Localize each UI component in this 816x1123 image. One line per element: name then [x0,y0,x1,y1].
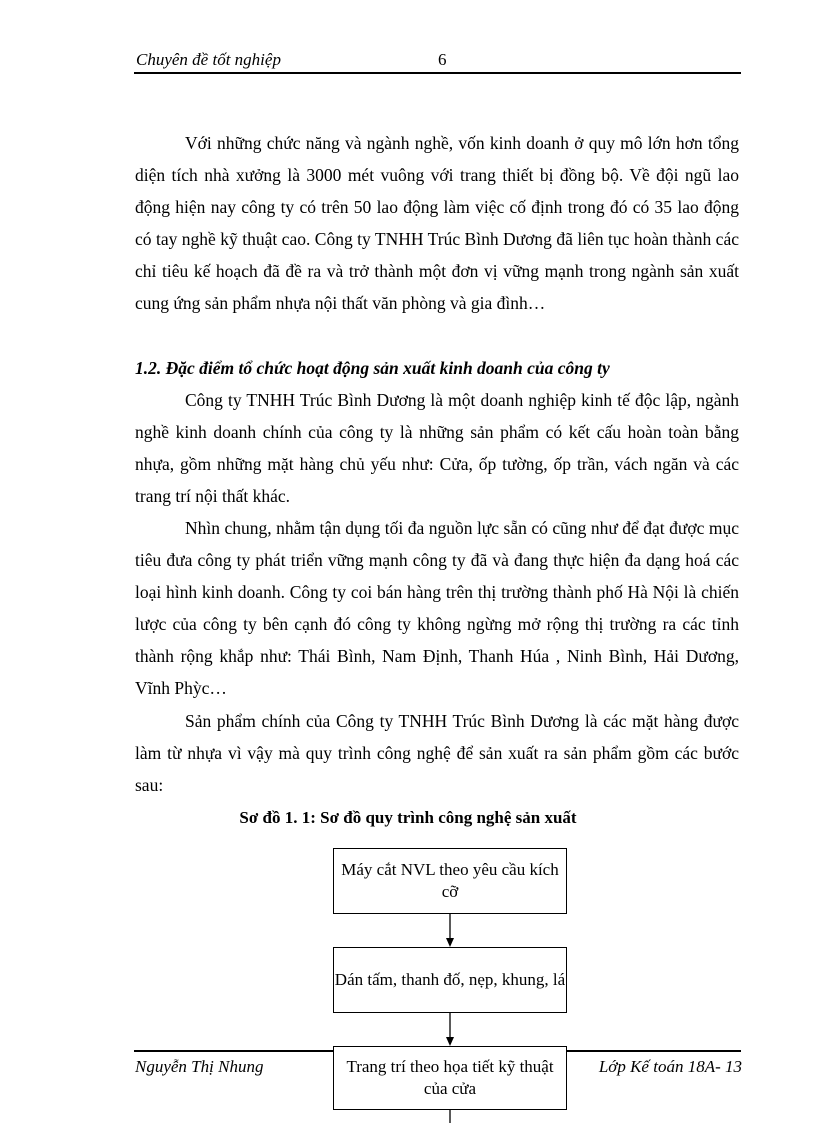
footer-class: Lớp Kế toán 18A- 13 [598,1057,742,1076]
diagram-caption: Sơ đồ 1. 1: Sơ đồ quy trình công nghệ sản xuất [239,808,577,827]
process-step-1: Máy cắt NVL theo yêu cầu kích cỡ [333,848,567,914]
paragraph-overview: Với những chức năng và ngành nghề, vốn kinh doanh ở quy mô lớn hơn tổng diện tích nhà xưởng là 3000 mét vuông với trang thiết bị đồng bộ. Về đội ngũ lao động hiện nay công ty có trên 50 lao động làm việc cố định trong đó có 35 lao động có tay nghề kỹ thuật cao. Công ty TNHH Trúc Bình Dương đã liên tục hoàn thành các chỉ tiêu kế hoạch đã đề ra và trở thành một đơn vị vững mạnh trong ngành sản xuất cung ứng sản phẩm nhựa nội thất văn phòng và gia đình… [135,133,739,313]
document-title: Chuyên đề tốt nghiệp [136,50,281,69]
paragraph-markets: Nhìn chung, nhằm tận dụng tối đa nguồn lực sẵn có cũng như để đạt được mục tiêu đưa công ty phát triển vững mạnh công ty đã và đang thực hiện đa dạng hoá các loại hình kinh doanh. Công ty coi bán hàng trên thị trường thành phố Hà Nội là chiến lược của công ty bên cạnh đó công ty không ngừng mở rộng thị trường ra các tỉnh thành rộng khắp như: Thái Bình, Nam Định, Thanh Húa , Ninh Bình, Hải Dương, Vĩnh Phỳc… [135,518,739,698]
paragraph-business-lines: Công ty TNHH Trúc Bình Dương là một doanh nghiệp kinh tế độc lập, ngành nghề kinh doanh chính của công ty là những sản phẩm có kết cấu hoàn toàn bằng nhựa, gồm những mặt hàng chủ yếu như: Cửa, ốp tường, ốp trần, vách ngăn và các trang trí nội thất khác. [135,390,739,506]
process-step-3: Trang trí theo họa tiết kỹ thuật của cửa [333,1046,567,1110]
process-step-2: Dán tấm, thanh đố, nẹp, khung, lá [333,947,567,1013]
arrow-step2-to-step3 [446,1013,454,1046]
arrow-step1-to-step2 [446,914,454,947]
footer-author: Nguyễn Thị Nhung [135,1057,264,1076]
paragraph-products: Sản phẩm chính của Công ty TNHH Trúc Bình Dương là các mặt hàng được làm từ nhựa vì vậy mà quy trình công nghệ để sản xuất ra sản phẩm gồm các bước sau: [135,711,739,795]
section-heading: 1.2. Đặc điểm tổ chức hoạt động sản xuất kinh doanh của công ty [135,358,610,378]
page-number: 6 [438,50,447,69]
